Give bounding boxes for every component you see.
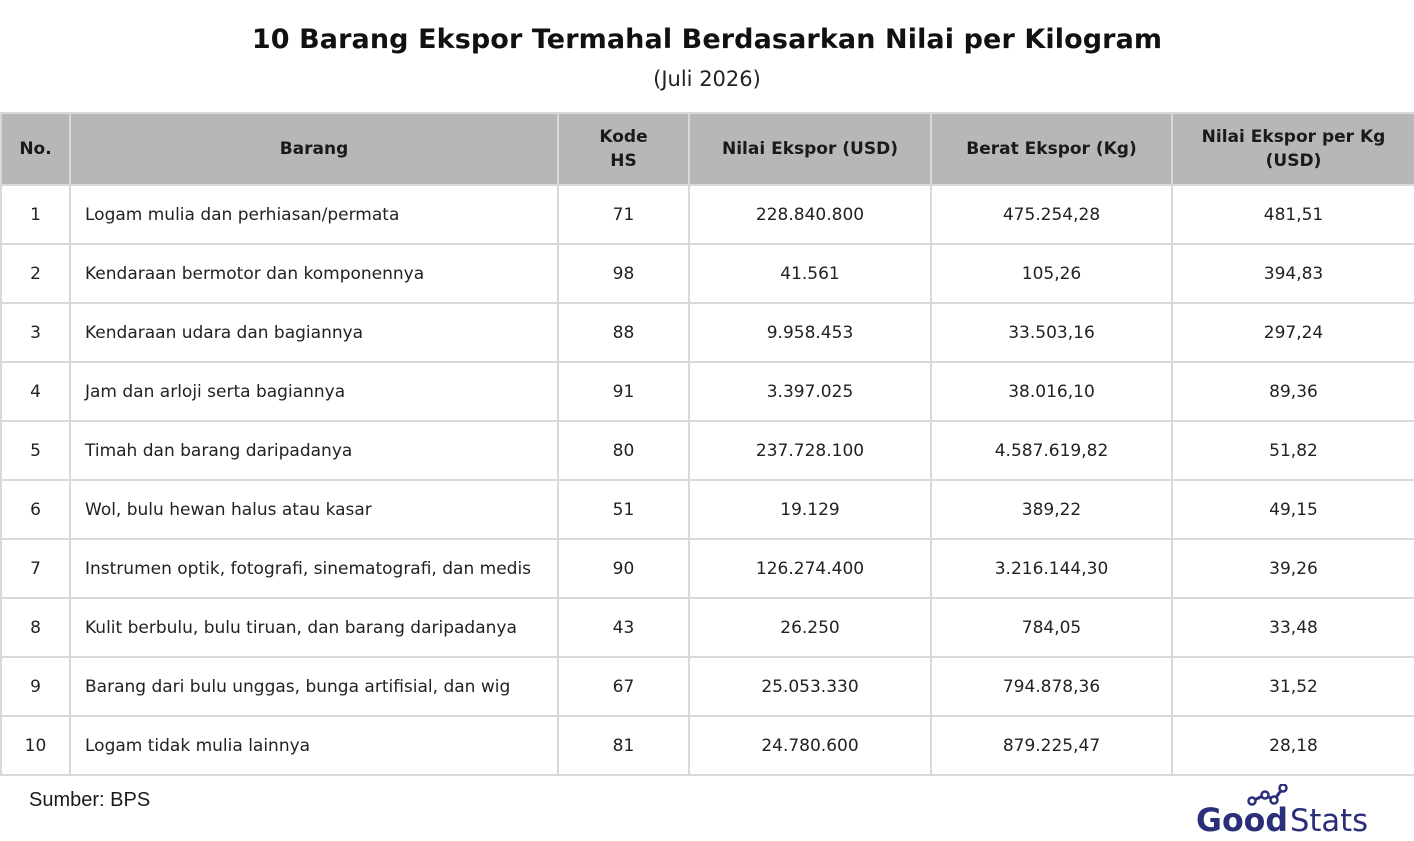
- cell-no: 1: [1, 185, 70, 244]
- cell-no: 9: [1, 657, 70, 716]
- cell-berat-ekspor: 33.503,16: [931, 303, 1172, 362]
- table-row: [1, 539, 1414, 598]
- cell-kode-hs: 88: [558, 303, 689, 362]
- cell-barang: Logam mulia dan perhiasan/permata: [70, 185, 558, 244]
- cell-nilai-per-kg: 51,82: [1172, 421, 1414, 480]
- cell-nilai-ekspor: 19.129: [689, 480, 931, 539]
- goodstats-logo: [1196, 784, 1372, 836]
- cell-barang: Barang dari bulu unggas, bunga artifisial, dan wig: [70, 657, 558, 716]
- cell-nilai-ekspor: 3.397.025: [689, 362, 931, 421]
- cell-nilai-per-kg: 39,26: [1172, 539, 1414, 598]
- table-body: [1, 185, 1414, 775]
- logo-text-good: Good: [1196, 801, 1288, 836]
- cell-no: 10: [1, 716, 70, 775]
- header-berat-ekspor: Berat Ekspor (Kg): [931, 113, 1172, 185]
- cell-nilai-ekspor: 24.780.600: [689, 716, 931, 775]
- table-row: [1, 598, 1414, 657]
- table-row: [1, 421, 1414, 480]
- cell-kode-hs: 51: [558, 480, 689, 539]
- cell-kode-hs: 90: [558, 539, 689, 598]
- table-row: [1, 480, 1414, 539]
- cell-berat-ekspor: 389,22: [931, 480, 1172, 539]
- table-header-row: [1, 113, 1414, 185]
- cell-no: 3: [1, 303, 70, 362]
- cell-barang: Timah dan barang daripadanya: [70, 421, 558, 480]
- cell-berat-ekspor: 784,05: [931, 598, 1172, 657]
- cell-nilai-ekspor: 237.728.100: [689, 421, 931, 480]
- cell-berat-ekspor: 3.216.144,30: [931, 539, 1172, 598]
- table-row: [1, 244, 1414, 303]
- header-nilai-per-kg: Nilai Ekspor per Kg (USD): [1172, 113, 1414, 185]
- chart-title: 10 Barang Ekspor Termahal Berdasarkan Nilai per Kilogram: [251, 24, 1163, 55]
- cell-berat-ekspor: 38.016,10: [931, 362, 1172, 421]
- cell-barang: Kulit berbulu, bulu tiruan, dan barang daripadanya: [70, 598, 558, 657]
- cell-barang: Logam tidak mulia lainnya: [70, 716, 558, 775]
- cell-berat-ekspor: 4.587.619,82: [931, 421, 1172, 480]
- cell-nilai-per-kg: 394,83: [1172, 244, 1414, 303]
- export-table: [0, 112, 1414, 776]
- cell-barang: Jam dan arloji serta bagiannya: [70, 362, 558, 421]
- cell-berat-ekspor: 475.254,28: [931, 185, 1172, 244]
- cell-barang: Kendaraan bermotor dan komponennya: [70, 244, 558, 303]
- cell-kode-hs: 67: [558, 657, 689, 716]
- cell-kode-hs: 80: [558, 421, 689, 480]
- cell-no: 4: [1, 362, 70, 421]
- cell-kode-hs: 98: [558, 244, 689, 303]
- cell-nilai-per-kg: 89,36: [1172, 362, 1414, 421]
- cell-no: 6: [1, 480, 70, 539]
- cell-barang: Kendaraan udara dan bagiannya: [70, 303, 558, 362]
- table-row: [1, 303, 1414, 362]
- chart-subtitle: (Juli 2026): [653, 67, 761, 91]
- cell-nilai-ekspor: 41.561: [689, 244, 931, 303]
- cell-berat-ekspor: 879.225,47: [931, 716, 1172, 775]
- table-row: [1, 716, 1414, 775]
- table-row: [1, 657, 1414, 716]
- cell-nilai-ekspor: 126.274.400: [689, 539, 931, 598]
- cell-berat-ekspor: 105,26: [931, 244, 1172, 303]
- header-no: No.: [1, 113, 70, 185]
- cell-kode-hs: 71: [558, 185, 689, 244]
- cell-nilai-per-kg: 49,15: [1172, 480, 1414, 539]
- cell-kode-hs: 91: [558, 362, 689, 421]
- cell-no: 2: [1, 244, 70, 303]
- cell-nilai-ekspor: 26.250: [689, 598, 931, 657]
- cell-barang: Wol, bulu hewan halus atau kasar: [70, 480, 558, 539]
- cell-nilai-per-kg: 481,51: [1172, 185, 1414, 244]
- cell-berat-ekspor: 794.878,36: [931, 657, 1172, 716]
- cell-no: 8: [1, 598, 70, 657]
- cell-nilai-ekspor: 25.053.330: [689, 657, 931, 716]
- cell-no: 7: [1, 539, 70, 598]
- logo-text-stats: Stats: [1290, 803, 1368, 836]
- cell-nilai-per-kg: 31,52: [1172, 657, 1414, 716]
- cell-no: 5: [1, 421, 70, 480]
- cell-kode-hs: 81: [558, 716, 689, 775]
- cell-nilai-per-kg: 28,18: [1172, 716, 1414, 775]
- header-barang: Barang: [70, 113, 558, 185]
- cell-nilai-ekspor: 9.958.453: [689, 303, 931, 362]
- cell-nilai-ekspor: 228.840.800: [689, 185, 931, 244]
- cell-kode-hs: 43: [558, 598, 689, 657]
- source-note: Sumber: BPS: [29, 789, 151, 811]
- cell-nilai-per-kg: 297,24: [1172, 303, 1414, 362]
- header-kode-hs: Kode HS: [558, 113, 689, 185]
- header-nilai-ekspor: Nilai Ekspor (USD): [689, 113, 931, 185]
- table-row: [1, 185, 1414, 244]
- cell-nilai-per-kg: 33,48: [1172, 598, 1414, 657]
- cell-barang: Instrumen optik, fotografi, sinematografi, dan medis: [70, 539, 558, 598]
- table-row: [1, 362, 1414, 421]
